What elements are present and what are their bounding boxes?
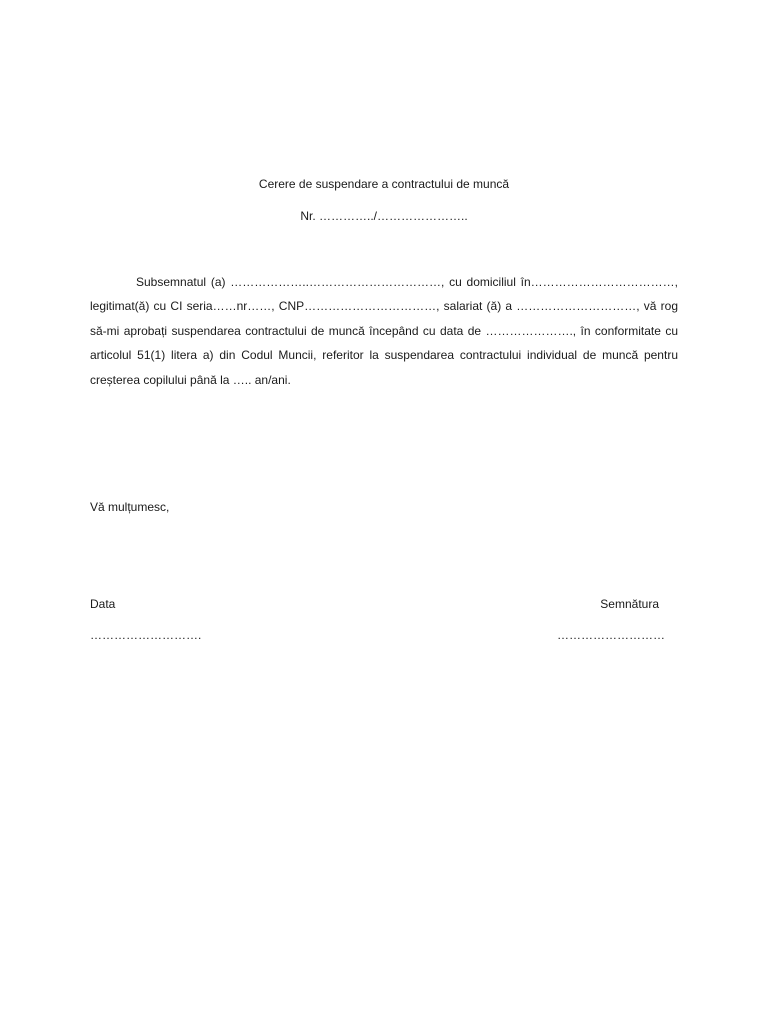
request-body	[90, 270, 678, 392]
signature-label: Semnătura	[600, 597, 659, 611]
signature-field: ………………………	[557, 628, 665, 642]
document-title: Cerere de suspendare a contractului de muncă	[258, 177, 510, 191]
document-number-line: Nr. …………../…………………..	[300, 209, 468, 223]
closing-line: Vă mulțumesc,	[90, 500, 170, 514]
request-body-text: Subsemnatul (a) ………………..……………………………, cu domiciliul în………………………………, legitimat(ă) cu CI seria……nr……, CNP……………………………, salariat (ă) a …………………………, vă rog să-mi aprobați suspendarea contractului de muncă începând cu data de …………………., în conformitate cu articolul 51(1) litera a) din Codul Muncii, referitor la suspendarea contractului individual de muncă pentru creșterea copilului până la ….. an/ani.	[90, 275, 678, 387]
date-label: Data	[90, 597, 116, 611]
date-field: ……………………….	[90, 628, 202, 642]
